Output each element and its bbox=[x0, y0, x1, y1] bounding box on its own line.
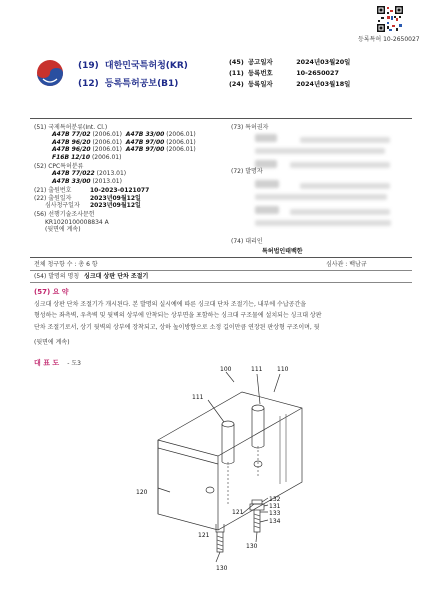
cpc-heading: (52) CPC특허분류 bbox=[34, 163, 84, 171]
invention-title-row bbox=[34, 273, 148, 280]
figure-label: 133 bbox=[269, 510, 281, 517]
abstract-line: 형성하는 좌측벽, 우측벽 및 뒷벽의 상부에 안착되는 상부면을 포함하는 싱크대 구조물에 설치되는 싱크대 상판 bbox=[34, 312, 322, 320]
publication-info-row bbox=[229, 68, 350, 79]
invention-title-label: (54) 발명의 명칭 bbox=[34, 273, 80, 280]
representative-figure-heading bbox=[34, 350, 81, 369]
application-number-row: (21) 출원번호 10-2023-0121077 bbox=[34, 187, 150, 195]
figure-label: 132 bbox=[269, 496, 281, 503]
pub-info-code: (24) bbox=[229, 80, 244, 88]
pub-info-code: (11) bbox=[229, 69, 244, 77]
prior-art-document: KR1020100008834 A bbox=[45, 218, 109, 226]
agent-name: 특허법인태백한 bbox=[262, 248, 303, 255]
agent-heading: (74) 대리인 bbox=[231, 238, 263, 245]
redacted-holder bbox=[290, 162, 390, 168]
figure-label: 134 bbox=[269, 518, 281, 525]
bibliographic-left bbox=[34, 124, 224, 234]
divider bbox=[30, 270, 412, 271]
ipc-heading: (51) 국제특허분류(Int. Cl.) bbox=[34, 124, 108, 131]
pub-info-code: (45) bbox=[229, 58, 244, 66]
examiner: 심사관 : 백남규 bbox=[326, 261, 367, 268]
redacted-inventor bbox=[255, 206, 279, 214]
continued-note: (뒷면에 계속) bbox=[45, 226, 81, 234]
ipc-row: A47B 96/20 (2006.01) A47B 97/00 (2006.01) bbox=[52, 138, 196, 146]
abstract-body bbox=[34, 299, 414, 349]
mid-divider bbox=[30, 257, 412, 258]
redacted-inventor bbox=[290, 209, 390, 215]
publication-type-line bbox=[78, 76, 178, 89]
redacted-inventor bbox=[255, 220, 391, 226]
redacted-holder bbox=[255, 160, 277, 168]
publication-code: (12) bbox=[78, 79, 99, 89]
ipc-row: F16B 12/10 (2006.01) bbox=[52, 153, 122, 161]
ipc-row: A47B 96/20 (2006.01) A47B 97/00 (2006.01) bbox=[52, 146, 196, 154]
redacted-holder bbox=[255, 134, 277, 142]
redacted-holder bbox=[255, 148, 385, 154]
publication-info-row bbox=[229, 79, 350, 90]
claims-count: 전체 청구항 수 : 총 6 항 bbox=[34, 261, 98, 268]
abstract-heading: (57) 요 약 bbox=[34, 288, 69, 296]
redacted-inventor bbox=[255, 194, 387, 200]
figure-label: 121 bbox=[198, 532, 210, 539]
publication-info-row bbox=[229, 57, 350, 68]
redacted-holder bbox=[300, 137, 390, 143]
divider bbox=[30, 282, 412, 283]
ipc-row: A47B 77/02 (2006.01) A47B 33/00 (2006.01) bbox=[52, 131, 196, 139]
cpc-row: A47B 33/00 (2013.01) bbox=[52, 177, 122, 185]
office-name: 대한민국특허청(KR) bbox=[104, 61, 188, 71]
pub-info-label: 등록일자 bbox=[247, 80, 273, 88]
top-divider bbox=[30, 118, 412, 119]
abstract-line: 단차 조절기로서, 상기 뒷벽의 상부에 장착되고, 상하 높이방향으로 소정 길이만큼 연장된 판상형 구조이며, 뒷 bbox=[34, 323, 320, 331]
figure-label: 120 bbox=[136, 489, 148, 496]
registration-number-header: 등록특허 10-2650027 bbox=[358, 36, 420, 43]
pub-info-label: 공고일자 bbox=[247, 58, 273, 66]
qr-code-icon bbox=[376, 5, 404, 33]
inventor-heading: (72) 발명자 bbox=[231, 168, 263, 175]
figure-label: 130 bbox=[246, 543, 258, 550]
office-line bbox=[78, 58, 188, 71]
figure-label: 111 bbox=[251, 366, 263, 373]
patent-holder-heading: (73) 특허권자 bbox=[231, 124, 269, 131]
taegeuk-emblem-icon bbox=[36, 59, 64, 87]
figure-label: 100 bbox=[220, 366, 232, 373]
application-date-row: (22) 출원일자 2023년09월12일 bbox=[34, 194, 141, 202]
pub-info-value: 10-2650027 bbox=[296, 69, 339, 77]
figure-label: 110 bbox=[277, 366, 289, 373]
invention-title: 싱크대 상판 단차 조절기 bbox=[84, 273, 149, 280]
cpc-row: A47B 77/022 (2013.01) bbox=[52, 170, 127, 178]
pub-info-value: 2024년03월20일 bbox=[296, 58, 351, 66]
pub-info-value: 2024년03월18일 bbox=[296, 80, 351, 88]
continued-note: (뒷면에 계속) bbox=[34, 339, 70, 347]
prior-art-heading: (56) 선행기술조사문헌 bbox=[34, 211, 95, 219]
redacted-inventor bbox=[300, 183, 390, 189]
figure-label: 130 bbox=[216, 565, 228, 572]
figure-reference: - 도3 bbox=[67, 360, 81, 367]
office-code: (19) bbox=[78, 61, 99, 71]
pub-info-label: 등록번호 bbox=[247, 69, 273, 77]
redacted-inventor bbox=[255, 180, 279, 188]
representative-figure bbox=[130, 364, 320, 579]
publication-info bbox=[229, 57, 350, 90]
figure-heading: 대 표 도 bbox=[34, 359, 60, 367]
exam-date-row: 심사청구일자 2023년09월12일 bbox=[45, 202, 141, 210]
abstract-line: 싱크대 상판 단차 조절기가 개시된다. 본 발명의 실시예에 따른 싱크대 단차 조절기는, 내부에 수납공간을 bbox=[34, 301, 307, 308]
figure-label: 131 bbox=[269, 503, 281, 510]
figure-label: 121 bbox=[232, 509, 244, 516]
publication-type: 등록특허공보(B1) bbox=[104, 79, 179, 89]
figure-label: 111 bbox=[192, 394, 204, 401]
